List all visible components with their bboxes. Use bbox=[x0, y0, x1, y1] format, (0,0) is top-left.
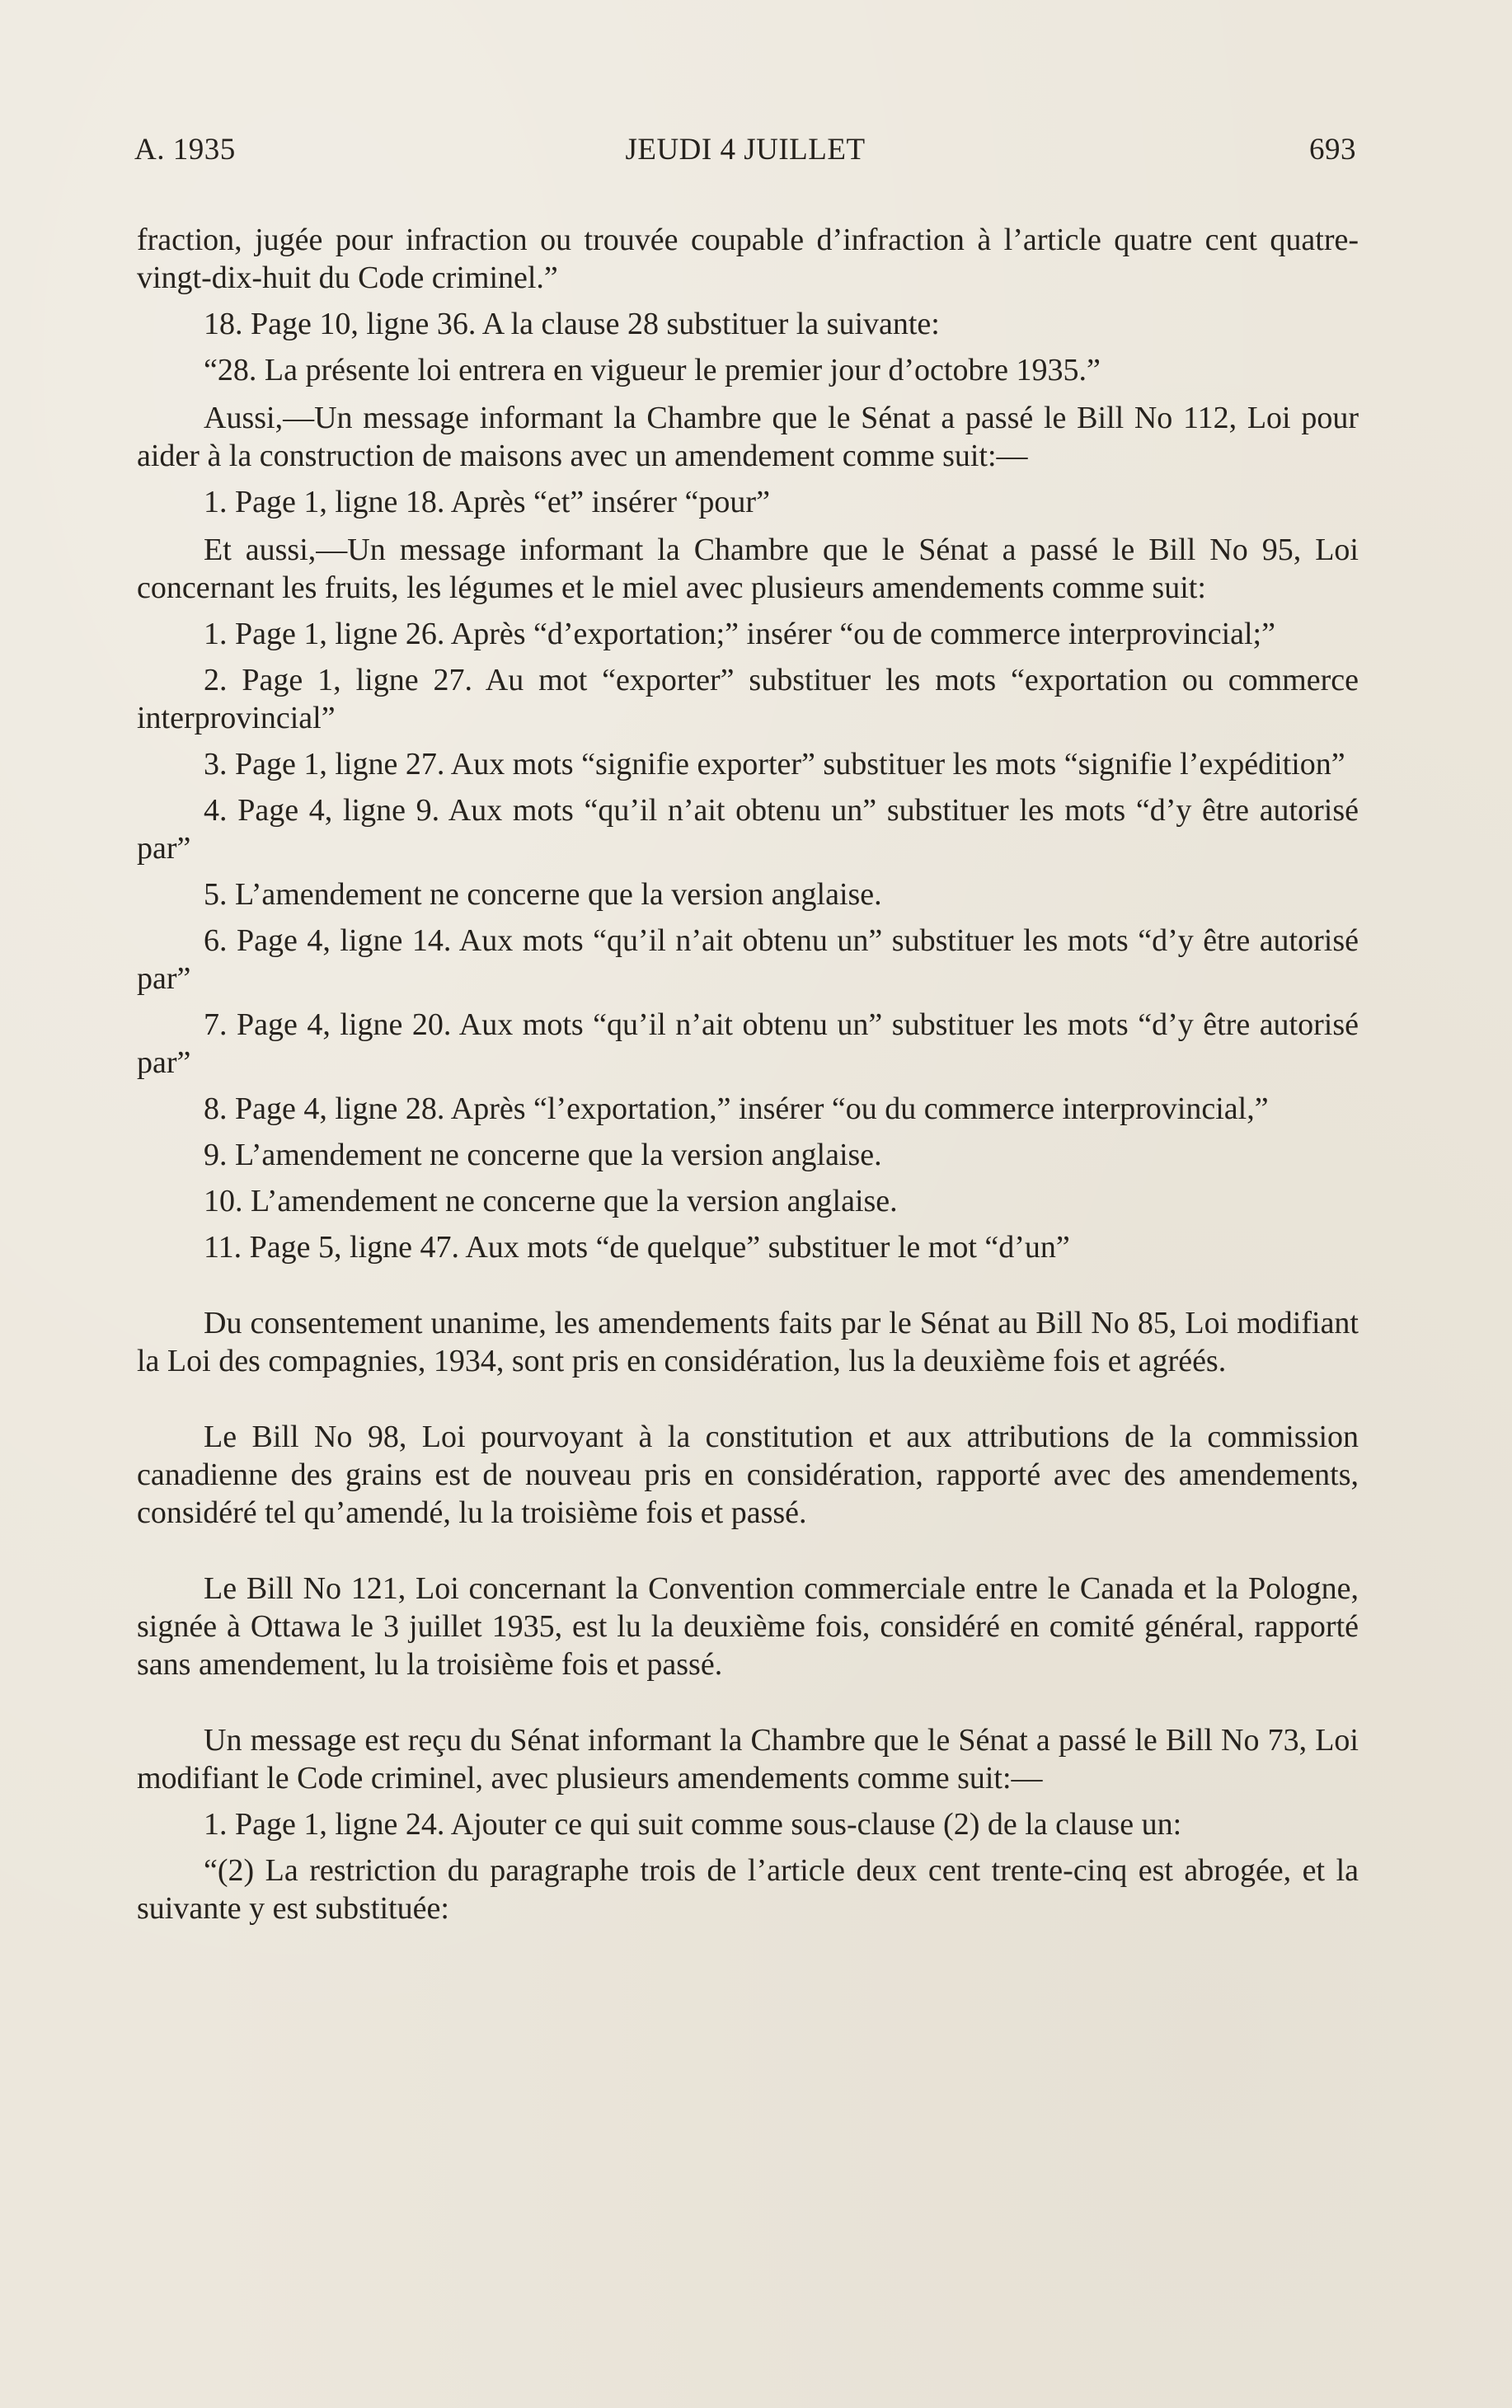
header-date: JEUDI 4 JUILLET bbox=[625, 133, 866, 167]
amendment-item: 6. Page 4, ligne 14. Aux mots “qu’il n’ait obtenu un” substituer les mots “d’y être autorisé par” bbox=[137, 923, 1359, 996]
amendment-item: 10. L’amendement ne concerne que la version anglaise. bbox=[204, 1184, 898, 1218]
proceeding-paragraph: Le Bill No 98, Loi pourvoyant à la constitution et aux attributions de la commission canadienne des grains est de nouveau pris en considération, rapporté avec des amendements, considéré tel qu’amendé, lu la troisième fois et passé. bbox=[137, 1420, 1359, 1530]
page-header bbox=[134, 132, 1356, 171]
amendment-item: 11. Page 5, ligne 47. Aux mots “de quelque” substituer le mot “d’un” bbox=[204, 1230, 1070, 1265]
message-paragraph: Un message est reçu du Sénat informant la Chambre que le Sénat a passé le Bill No 73, Loi modifiant le Code criminel, avec plusieurs amendements comme suit:— bbox=[137, 1723, 1359, 1795]
header-page-number: 693 bbox=[1309, 133, 1356, 167]
amendment-item: 1. Page 1, ligne 24. Ajouter ce qui suit comme sous-clause (2) de la clause un: bbox=[204, 1807, 1182, 1842]
page-body bbox=[137, 221, 1359, 1936]
amendment-item: 18. Page 10, ligne 36. A la clause 28 substituer la suivante: bbox=[204, 307, 940, 341]
header-year: A. 1935 bbox=[134, 133, 236, 167]
amendment-item: 3. Page 1, ligne 27. Aux mots “signifie exporter” substituer les mots “signifie l’expédition” bbox=[204, 747, 1345, 782]
message-paragraph: Et aussi,—Un message informant la Chambre que le Sénat a passé le Bill No 95, Loi concernant les fruits, les légumes et le miel avec plusieurs amendements comme suit: bbox=[137, 533, 1359, 605]
message-paragraph: Aussi,—Un message informant la Chambre que le Sénat a passé le Bill No 112, Loi pour aider à la construction de maisons avec un amendement comme suit:— bbox=[137, 401, 1359, 473]
amendment-item: 1. Page 1, ligne 26. Après “d’exportation;” insérer “ou de commerce interprovincial;” bbox=[204, 617, 1275, 651]
quoted-clause: “(2) La restriction du paragraphe trois de l’article deux cent trente-cinq est abrogée, et la suivante y est substituée: bbox=[137, 1853, 1359, 1926]
quoted-clause: “28. La présente loi entrera en vigueur le premier jour d’octobre 1935.” bbox=[204, 353, 1101, 387]
amendment-item: 1. Page 1, ligne 18. Après “et” insérer “pour” bbox=[204, 485, 770, 519]
proceeding-paragraph: Du consentement unanime, les amendements faits par le Sénat au Bill No 85, Loi modifiant la Loi des compagnies, 1934, sont pris en considération, lus la deuxième fois et agréés. bbox=[137, 1306, 1359, 1378]
amendment-item: 4. Page 4, ligne 9. Aux mots “qu’il n’ait obtenu un” substituer les mots “d’y être autorisé par” bbox=[137, 793, 1359, 866]
amendment-item: 5. L’amendement ne concerne que la version anglaise. bbox=[204, 877, 882, 912]
amendment-item: 9. L’amendement ne concerne que la version anglaise. bbox=[204, 1138, 882, 1172]
amendment-item: 2. Page 1, ligne 27. Au mot “exporter” substituer les mots “exportation ou commerce interprovincial” bbox=[137, 663, 1359, 735]
amendment-item: 8. Page 4, ligne 28. Après “l’exportation,” insérer “ou du commerce interprovincial,” bbox=[204, 1091, 1269, 1126]
proceeding-paragraph: Le Bill No 121, Loi concernant la Convention commerciale entre le Canada et la Pologne, signée à Ottawa le 3 juillet 1935, est lu la deuxième fois, considéré en comité général, rapporté sans amendement, lu la troisième fois et passé. bbox=[137, 1571, 1359, 1682]
paragraph-continuation: fraction, jugée pour infraction ou trouvée coupable d’infraction à l’article quatre cent quatre-vingt-dix-huit du Code criminel.” bbox=[137, 223, 1359, 295]
amendment-item: 7. Page 4, ligne 20. Aux mots “qu’il n’ait obtenu un” substituer les mots “d’y être autorisé par” bbox=[137, 1007, 1359, 1080]
